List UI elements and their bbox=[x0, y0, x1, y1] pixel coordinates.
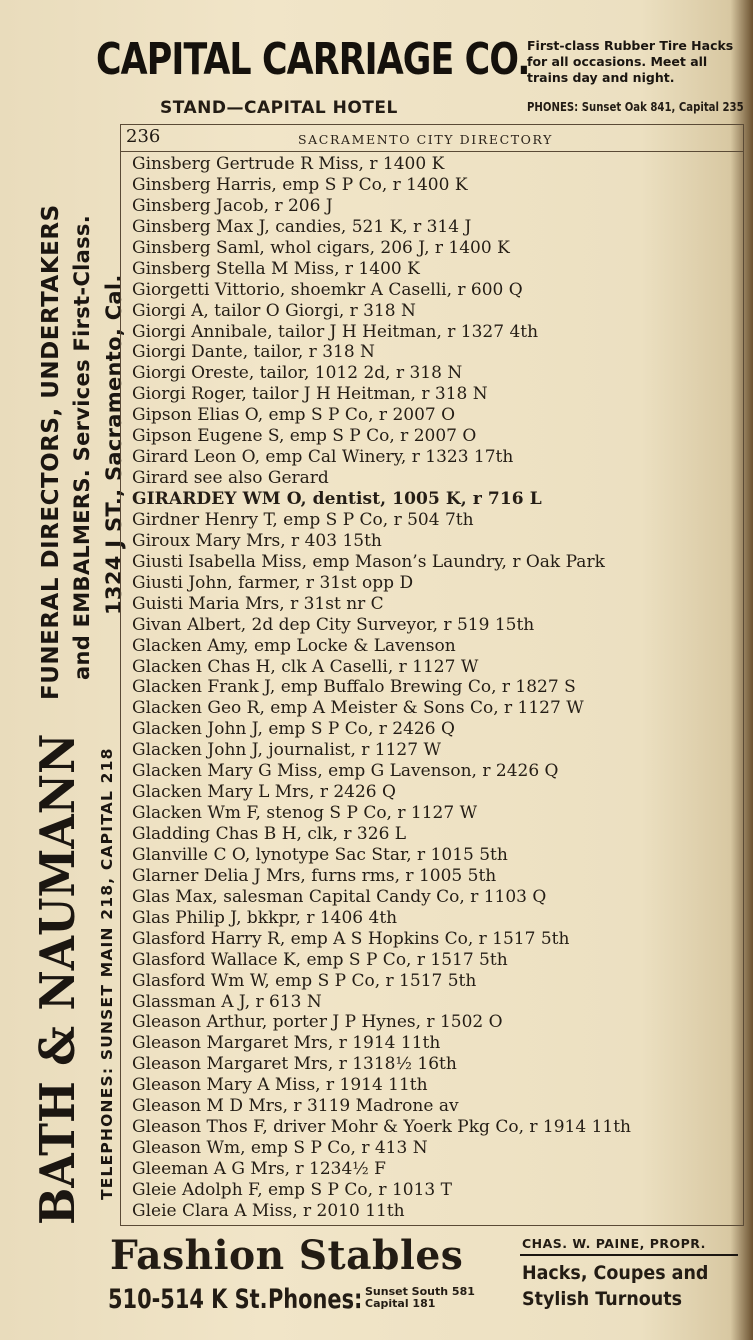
directory-entry: Gladding Chas B H, clk, r 326 L bbox=[132, 824, 407, 844]
directory-entry: Glarner Delia J Mrs, furns rms, r 1005 5th bbox=[132, 865, 497, 886]
directory-entry: Guisti Maria Mrs, r 31st nr C bbox=[132, 593, 384, 614]
directory-entry: Gleie Adolph F, emp S P Co, r 1013 T bbox=[132, 1179, 452, 1200]
bottom-ad-phone-line: Sunset South 581 bbox=[365, 1285, 475, 1298]
directory-entry: Glassman A J, r 613 N bbox=[132, 991, 322, 1012]
directory-entry: Giorgi Oreste, tailor, 1012 2d, r 318 N bbox=[132, 363, 463, 384]
directory-entry: Glacken Mary G Miss, emp G Lavenson, r 2426 Q bbox=[132, 761, 559, 782]
directory-entries bbox=[132, 154, 740, 1222]
directory-entry: Glacken John J, emp S P Co, r 2426 Q bbox=[132, 719, 455, 740]
directory-entry: Glanville C O, lynotype Sac Star, r 1015 5th bbox=[132, 844, 508, 865]
ad-tagline-line: for all occasions. Meet all bbox=[527, 54, 708, 69]
header-rule bbox=[120, 151, 744, 152]
sidebar-funeral-line: FUNERAL DIRECTORS, UNDERTAKERS bbox=[38, 204, 64, 700]
directory-entry: Giroux Mary Mrs, r 403 15th bbox=[132, 530, 382, 551]
bottom-ad-proprietor: CHAS. W. PAINE, PROPR. bbox=[522, 1236, 706, 1251]
directory-entry: Glasford Wallace K, emp S P Co, r 1517 5th bbox=[132, 949, 508, 970]
directory-entry: Glacken Chas H, clk A Caselli, r 1127 W bbox=[132, 656, 479, 677]
ad-stand: STAND—CAPITAL HOTEL bbox=[160, 98, 398, 118]
directory-entry: Giorgi A, tailor O Giorgi, r 318 N bbox=[132, 300, 416, 321]
bottom-ad-services bbox=[522, 1260, 708, 1312]
directory-entry: Gleason Thos F, driver Mohr & Yoerk Pkg Co, r 1914 11th bbox=[132, 1117, 631, 1138]
directory-entry: Giorgi Annibale, tailor J H Heitman, r 1327 4th bbox=[132, 321, 539, 342]
directory-entry: Ginsberg Gertrude R Miss, r 1400 K bbox=[132, 154, 445, 174]
bottom-ad-phone-numbers bbox=[365, 1286, 475, 1310]
directory-entry: Gleeman A G Mrs, r 1234½ F bbox=[132, 1159, 386, 1179]
directory-entry: Glas Philip J, bkkpr, r 1406 4th bbox=[132, 907, 398, 928]
directory-entry: Giusti Isabella Miss, emp Mason’s Laundry, r Oak Park bbox=[132, 551, 605, 572]
directory-entry: Girard see also Gerard bbox=[132, 468, 329, 489]
directory-entry: Giorgi Roger, tailor J H Heitman, r 318 N bbox=[132, 384, 488, 405]
sidebar-firm-name: BATH & NAUMANN bbox=[30, 733, 86, 1225]
running-head: SACRAMENTO CITY DIRECTORY bbox=[298, 132, 554, 147]
bottom-ad-title: Fashion Stables bbox=[110, 1232, 464, 1279]
directory-entry: Ginsberg Jacob, r 206 J bbox=[132, 195, 333, 216]
directory-entry: Ginsberg Max J, candies, 521 K, r 314 J bbox=[132, 216, 472, 237]
directory-entry: Gleason Wm, emp S P Co, r 413 N bbox=[132, 1138, 428, 1159]
sidebar-address-line: 1324 J ST., Sacramento, Cal. bbox=[102, 274, 126, 615]
directory-entry: Giorgi Dante, tailor, r 318 N bbox=[132, 342, 375, 363]
bottom-ad-address: 510-514 K St. bbox=[108, 1284, 268, 1315]
directory-entry: Glacken Geo R, emp A Meister & Sons Co, r 1127 W bbox=[132, 698, 584, 719]
sidebar-embalmers-line: and EMBALMERS. Services First-Class. bbox=[70, 215, 94, 680]
directory-entry: Glacken John J, journalist, r 1127 W bbox=[132, 740, 441, 761]
ad-tagline bbox=[527, 38, 747, 86]
bottom-ad-phones-label: Phones: bbox=[268, 1284, 363, 1315]
sidebar-telephones: TELEPHONES: SUNSET MAIN 218, CAPITAL 218 bbox=[98, 747, 116, 1200]
directory-entry: Gipson Elias O, emp S P Co, r 2007 O bbox=[132, 405, 456, 426]
ad-tagline-line: First-class Rubber Tire Hacks bbox=[527, 38, 734, 53]
directory-entry: Ginsberg Saml, whol cigars, 206 J, r 1400 K bbox=[132, 237, 510, 258]
directory-entry: Ginsberg Stella M Miss, r 1400 K bbox=[132, 258, 420, 279]
bottom-ad-service-line: Stylish Turnouts bbox=[522, 1288, 682, 1310]
page-number: 236 bbox=[126, 126, 161, 147]
directory-entry: Gleason Margaret Mrs, r 1914 11th bbox=[132, 1033, 441, 1054]
directory-entry: Givan Albert, 2d dep City Surveyor, r 519 15th bbox=[132, 614, 535, 635]
directory-entry: Gleason Mary A Miss, r 1914 11th bbox=[132, 1075, 428, 1096]
directory-entry: Glacken Mary L Mrs, r 2426 Q bbox=[132, 782, 396, 803]
directory-entry: Girdner Henry T, emp S P Co, r 504 7th bbox=[132, 509, 474, 530]
ad-phones: PHONES: Sunset Oak 841, Capital 235 bbox=[527, 99, 744, 114]
bottom-ad-phone-line: Capital 181 bbox=[365, 1297, 436, 1310]
directory-entry: Glasford Harry R, emp A S Hopkins Co, r 1517 5th bbox=[132, 928, 570, 949]
directory-entry: Ginsberg Harris, emp S P Co, r 1400 K bbox=[132, 174, 468, 195]
directory-entry: Glasford Wm W, emp S P Co, r 1517 5th bbox=[132, 970, 477, 991]
directory-entry: Glacken Frank J, emp Buffalo Brewing Co, r 1827 S bbox=[132, 677, 576, 698]
directory-entry: Glacken Wm F, stenog S P Co, r 1127 W bbox=[132, 803, 478, 824]
directory-entry: Gleason Margaret Mrs, r 1318½ 16th bbox=[132, 1054, 457, 1075]
ad-title: CAPITAL CARRIAGE CO. bbox=[96, 34, 530, 85]
directory-entry: Glacken Amy, emp Locke & Lavenson bbox=[132, 635, 456, 656]
ad-tagline-line: trains day and night. bbox=[527, 70, 675, 85]
directory-entry: Gleie Clara A Miss, r 2010 11th bbox=[132, 1200, 405, 1221]
directory-entry: Girard Leon O, emp Cal Winery, r 1323 17th bbox=[132, 447, 514, 468]
directory-entry: Giorgetti Vittorio, shoemkr A Caselli, r 600 Q bbox=[132, 279, 523, 300]
directory-entry: Gleason M D Mrs, r 3119 Madrone av bbox=[132, 1096, 459, 1117]
directory-entry: Giusti John, farmer, r 31st opp D bbox=[132, 572, 414, 593]
directory-entry: GIRARDEY WM O, dentist, 1005 K, r 716 L bbox=[132, 489, 542, 509]
fashion-stables-ad bbox=[0, 1228, 753, 1340]
directory-entry: Gipson Eugene S, emp S P Co, r 2007 O bbox=[132, 426, 477, 447]
directory-entry: Glas Max, salesman Capital Candy Co, r 1103 Q bbox=[132, 886, 547, 907]
bottom-ad-service-line: Hacks, Coupes and bbox=[522, 1262, 709, 1284]
capital-carriage-ad bbox=[0, 30, 753, 122]
bottom-ad-rule bbox=[520, 1254, 738, 1256]
directory-entry: Gleason Arthur, porter J P Hynes, r 1502 O bbox=[132, 1012, 503, 1033]
